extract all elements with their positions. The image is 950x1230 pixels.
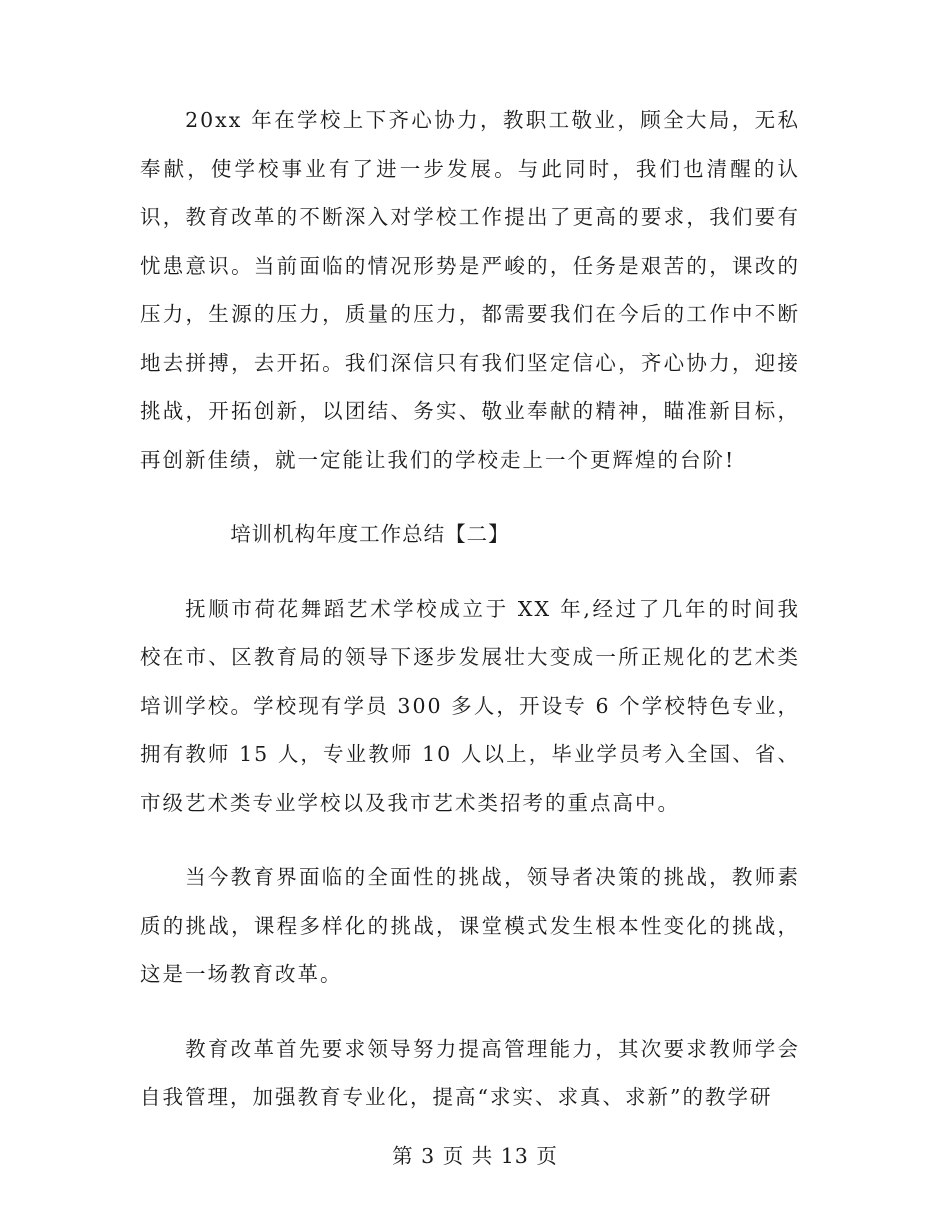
paragraph-challenges: 当今教育界面临的全面性的挑战，领导者决策的挑战，教师素质的挑战，课程多样化的挑战，课堂模式发生根本性变化的挑战，这是一场教育改革。 <box>140 865 800 986</box>
document-body <box>140 96 800 1122</box>
section-heading: 培训机构年度工作总结【二】 <box>230 522 510 546</box>
paragraph-reform: 教育改革首先要求领导努力提高管理能力，其次要求教师学会自我管理，加强教育专业化，提高“求实、求真、求新”的教学研 <box>140 1036 800 1109</box>
paragraph-school-overview: 抚顺市荷花舞蹈艺术学校成立于 XX 年,经过了几年的时间我校在市、区教育局的领导下逐步发展壮大变成一所正规化的艺术类培训学校。学校现有学员 300 多人，开设专 6 个学校特色专业，拥有教师 15 人，专业教师 10 人以上，毕业学员考入全国、省、市级艺术类专业学校以及我市艺术类招考的重点高中。 <box>140 596 800 815</box>
page-number-footer: 第 3 页 共 13 页 <box>392 1144 558 1168</box>
paragraph-intro: 20xx 年在学校上下齐心协力，教职工敬业，顾全大局，无私奉献，使学校事业有了进一步发展。与此同时，我们也清醒的认识，教育改革的不断深入对学校工作提出了更高的要求，我们要有忧患意识。当前面临的情况形势是严峻的，任务是艰苦的，课改的压力，生源的压力，质量的压力，都需要我们在今后的工作中不断地去拼搏，去开拓。我们深信只有我们坚定信心，齐心协力，迎接挑战，开拓创新，以团结、务实、敬业奉献的精神，瞄准新目标，再创新佳绩，就一定能让我们的学校走上一个更辉煌的台阶! <box>140 108 800 472</box>
